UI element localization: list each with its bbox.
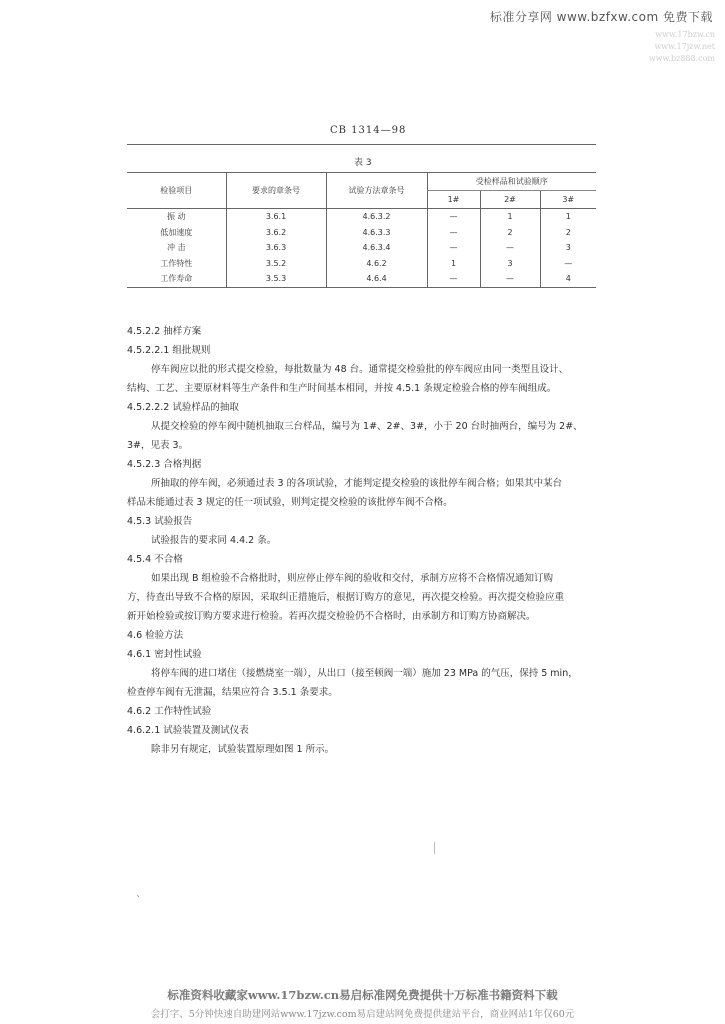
paragraph-line: 试验报告的要求同 4.4.2 条。: [151, 535, 277, 546]
cell-item: 振 动: [166, 212, 186, 222]
header-sample-group: 受检样品和试验顺序: [427, 173, 596, 191]
watermark-faint-line: www.bz888.com: [648, 54, 715, 63]
table-row: [127, 256, 596, 272]
cell-method: 4.6.4: [326, 271, 427, 287]
cell-sample-3: —: [540, 256, 596, 272]
table-row: [127, 271, 596, 287]
cell-sample-3: 1: [540, 209, 596, 225]
cell-requirement: 3.6.2: [226, 225, 326, 241]
cell-method: 4.6.3.3: [326, 225, 427, 241]
cell-requirement: 3.6.3: [226, 240, 326, 256]
paragraph-line: 如果出现 B 组检验不合格批时，则应停止停车阀的验收和交付，承制方应将不合格情况通知订购: [151, 573, 554, 584]
cell-sample-3: 2: [540, 225, 596, 241]
clause-heading: 4.6 检验方法: [127, 630, 184, 641]
header-sample-3: 3#: [540, 191, 596, 209]
cell-requirement: 3.5.2: [226, 256, 326, 272]
cell-method: 4.6.3.4: [326, 240, 427, 256]
clause-heading: 4.5.2.2.1 组批规则: [127, 345, 211, 356]
cell-sample-1: —: [427, 240, 480, 256]
cell-method: 4.6.2: [326, 256, 427, 272]
inspection-table: [127, 172, 596, 288]
cell-method: 4.6.3.2: [326, 209, 427, 225]
watermark-faint-line: www.17bzw.cn: [655, 30, 715, 39]
paragraph-line: 新开始检验或按订购方要求进行检验。若再次提交检验仍不合格时，由承制方和订购方协商解决。: [127, 611, 536, 622]
header-sample-2: 2#: [480, 191, 540, 209]
footer-watermark-line2: 会打字、5分钟快速自助建网站www.17jzw.com易启建站网免费提供建站平台，商业网站1年仅60元: [150, 1009, 575, 1020]
watermark-faint-line: www.17jzw.net: [654, 42, 715, 51]
cell-requirement: 3.5.3: [226, 271, 326, 287]
cell-sample-2: 3: [480, 256, 540, 272]
clause-heading: 4.6.2.1 试验装置及测试仪表: [127, 725, 249, 736]
paragraph-line: 结构、工艺、主要原材料等生产条件和生产时间基本相同，并按 4.5.1 条规定检验合格的停车阀组成。: [127, 383, 557, 394]
paragraph-line: 检查停车阀有无泄漏，结果应符合 3.5.1 条要求。: [127, 687, 338, 698]
paragraph-line: 停车阀应以批的形式提交检验，每批数量为 48 台。通常提交检验批的停车阀应由同一类型且设计、: [151, 364, 569, 375]
paragraph-line: 所抽取的停车阀，必须通过表 3 的各项试验，才能判定提交检验的该批停车阀合格；如果其中某台: [151, 478, 563, 489]
document-code: CB 1314—98: [330, 125, 407, 136]
cell-sample-3: 3: [540, 240, 596, 256]
stray-mark: ˋ: [136, 895, 141, 906]
table-row: [127, 240, 596, 256]
header-item: 检验项目: [127, 173, 226, 209]
clause-heading: 4.5.2.2.2 试验样品的抽取: [127, 402, 239, 413]
scan-speck: [434, 842, 435, 854]
cell-item: 低加速度: [160, 227, 193, 237]
footer-watermark-line1: 标准资料收藏家www.17bzw.cn易启标准网免费提供十万标准书籍资料下载: [167, 988, 558, 1002]
header-rule: [127, 144, 596, 145]
paragraph-line: 将停车阀的进口堵住（接燃烧室一端），从出口（接至顿阀一端）施加 23 MPa 的气压，保持 5 min，: [151, 668, 578, 679]
cell-item: 工作特性: [160, 258, 193, 268]
header-method: 试验方法章条号: [326, 173, 427, 209]
clause-heading: 4.5.2.3 合格判据: [127, 459, 202, 470]
cell-sample-3: 4: [540, 271, 596, 287]
clause-heading: 4.5.3 试验报告: [127, 516, 193, 527]
cell-item: 工作寿命: [127, 271, 226, 287]
watermark-top-right: 标准分享网 www.bzfxw.com 免费下载: [489, 10, 713, 24]
cell-sample-1: —: [427, 209, 480, 225]
cell-sample-2: 1: [480, 209, 540, 225]
cell-sample-1: —: [427, 271, 480, 287]
paragraph-line: 从提交检验的停车阀中随机抽取三台样品，编号为 1#、2#、3#，小于 20 台时抽两台，编号为 2#、: [151, 421, 583, 432]
paragraph-line: 除非另有规定，试验装置原理如图 1 所示。: [151, 744, 335, 755]
cell-requirement: 3.6.1: [226, 209, 326, 225]
table-row: [127, 209, 596, 225]
table-caption: 表 3: [354, 158, 372, 168]
body-text: [127, 322, 605, 759]
header-sample-1: 1#: [427, 191, 480, 209]
cell-sample-2: —: [480, 240, 540, 256]
cell-sample-1: 1: [427, 256, 480, 272]
clause-heading: 4.6.1 密封性试验: [127, 649, 202, 660]
header-requirement: 要求的章条号: [226, 173, 326, 209]
clause-heading: 4.6.2 工作特性试验: [127, 706, 212, 717]
cell-sample-2: —: [480, 271, 540, 287]
table-row: [127, 225, 596, 241]
clause-heading: 4.5.2.2 抽样方案: [127, 326, 202, 337]
cell-item: 冲 击: [166, 243, 186, 253]
paragraph-line: 方，待查出导致不合格的原因，采取纠正措施后，根据订购方的意见，再次提交检验。再次提交检验应重: [127, 592, 565, 603]
cell-sample-2: 2: [480, 225, 540, 241]
clause-heading: 4.5.4 不合格: [127, 554, 183, 565]
paragraph-line: 3#，见表 3。: [127, 440, 189, 451]
paragraph-line: 样品未能通过表 3 规定的任一项试验，则判定提交检验的该批停车阀不合格。: [127, 497, 453, 508]
cell-sample-1: —: [427, 225, 480, 241]
